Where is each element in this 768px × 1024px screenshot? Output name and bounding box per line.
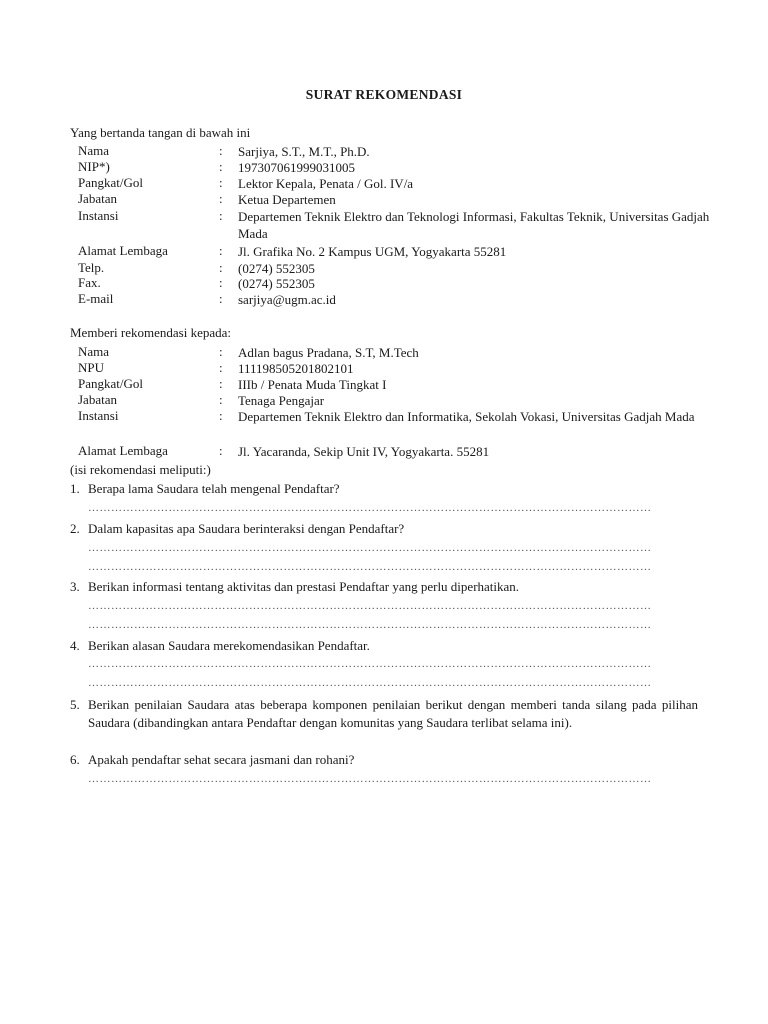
field-value: Adlan bagus Pradana, S.T, M.Tech [238,345,419,360]
answer-line[interactable]: ………………………………………………………………………………………………………………………………… [88,773,652,785]
field-label: Pangkat/Gol [78,376,143,391]
field-value: 111198505201802101 [238,361,354,376]
field-colon: : [219,376,223,391]
field-value: 197307061999031005 [238,160,355,175]
question-number: 3. [70,579,80,594]
field-label: NPU [78,360,105,375]
field-colon: : [219,175,223,190]
field-label: Jabatan [78,392,117,407]
question-number: 6. [70,752,80,767]
answer-line[interactable]: ………………………………………………………………………………………………………………………………… [88,619,652,631]
answer-line[interactable]: ………………………………………………………………………………………………………………………………… [88,542,652,554]
field-value: Jl. Yacaranda, Sekip Unit IV, Yogyakarta. 55281 [238,444,490,459]
field-colon: : [219,191,223,206]
content-note: (isi rekomendasi meliputi:) [70,462,211,477]
field-colon: : [219,159,223,174]
field-value: Departemen Teknik Elektro dan Teknologi Informasi, Fakultas Teknik, Universitas Gadjah Mada [238,209,710,241]
field-label: Instansi [78,408,119,423]
field-colon: : [219,291,223,306]
field-label: Telp. [78,260,105,275]
answer-line[interactable]: ………………………………………………………………………………………………………………………………… [88,658,652,670]
recipient-intro: Memberi rekomendasi kepada: [70,325,231,340]
question-number: 2. [70,521,80,536]
field-colon: : [219,275,223,290]
answer-line[interactable]: ………………………………………………………………………………………………………………………………… [88,677,652,689]
field-value: Lektor Kepala, Penata / Gol. IV/a [238,176,414,191]
question-text: Berikan informasi tentang aktivitas dan prestasi Pendaftar yang perlu diperhatikan. [88,579,520,594]
field-value: (0274) 552305 [238,276,315,291]
answer-line[interactable]: ………………………………………………………………………………………………………………………………… [88,561,652,573]
signer-intro: Yang bertanda tangan di bawah ini [70,125,251,140]
field-colon: : [219,443,223,458]
field-label: Alamat Lembaga [78,243,168,258]
field-value: Tenaga Pengajar [238,393,325,408]
answer-line[interactable]: ………………………………………………………………………………………………………………………………… [88,600,652,612]
question-text: Dalam kapasitas apa Saudara berinteraksi dengan Pendaftar? [88,521,405,536]
field-label: Fax. [78,275,101,290]
field-colon: : [219,344,223,359]
field-value: Departemen Teknik Elektro dan Informatika, Sekolah Vokasi, Universitas Gadjah Mada [238,409,695,424]
field-colon: : [219,143,223,158]
field-label: Nama [78,344,110,359]
field-label: Pangkat/Gol [78,175,143,190]
letter-title: SURAT REKOMENDASI [305,87,463,102]
question-text: Berapa lama Saudara telah mengenal Pendaftar? [88,481,340,496]
question-number: 5. [70,697,80,712]
field-label: Nama [78,143,110,158]
field-colon: : [219,360,223,375]
field-value: Jl. Grafika No. 2 Kampus UGM, Yogyakarta 55281 [238,244,507,259]
field-label: Alamat Lembaga [78,443,168,458]
field-value: IIIb / Penata Muda Tingkat I [238,377,387,392]
field-colon: : [219,208,223,223]
field-colon: : [219,243,223,258]
field-value: (0274) 552305 [238,261,315,276]
field-colon: : [219,260,223,275]
question-text: Berikan alasan Saudara merekomendasikan Pendaftar. [88,638,370,653]
field-label: NIP*) [78,159,110,174]
field-value: sarjiya@ugm.ac.id [238,292,336,307]
question-number: 4. [70,638,80,653]
field-label: Jabatan [78,191,117,206]
field-colon: : [219,408,223,423]
question-number: 1. [70,481,80,496]
question-text: Apakah pendaftar sehat secara jasmani dan rohani? [88,752,355,767]
field-value: Sarjiya, S.T., M.T., Ph.D. [238,144,370,159]
field-value: Ketua Departemen [238,192,336,207]
field-colon: : [219,392,223,407]
answer-line[interactable]: ………………………………………………………………………………………………………………………………… [88,502,652,514]
field-label: Instansi [78,208,119,223]
question-text: Berikan penilaian Saudara atas beberapa komponen penilaian berikut dengan memberi tanda silang pada pilihan Saudara (dibandingkan antara Pendaftar dengan komunitas yang Saudara terlibat selama ini). [88,697,698,730]
field-label: E-mail [78,291,114,306]
